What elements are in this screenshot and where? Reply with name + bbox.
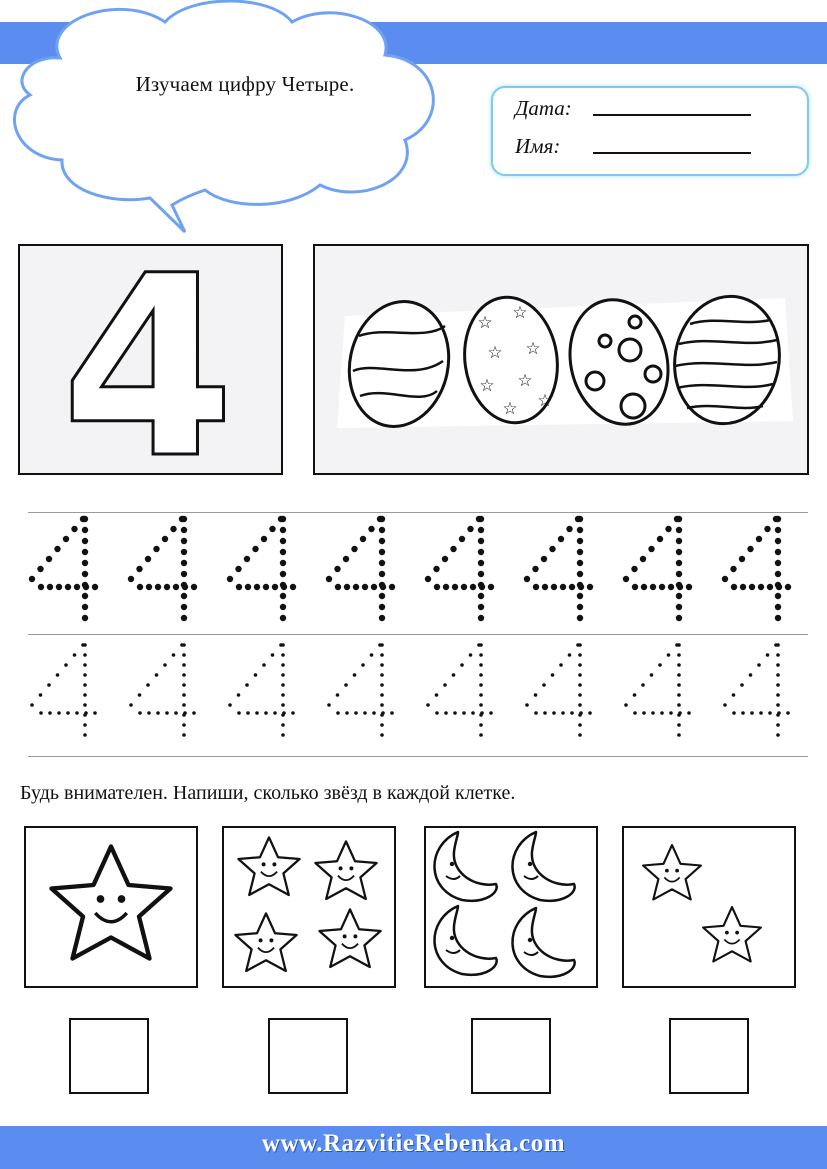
tracing-area xyxy=(0,505,827,755)
answer-box-3[interactable] xyxy=(471,1018,551,1094)
star-icon xyxy=(26,828,196,986)
tracing-bold-digit-1 xyxy=(29,516,98,621)
svg-text:☆: ☆ xyxy=(517,371,533,391)
count-card-2 xyxy=(222,826,396,988)
tracing-light-digit-5 xyxy=(426,643,493,737)
star-icon xyxy=(703,907,761,961)
svg-text:☆: ☆ xyxy=(477,313,493,333)
tracing-bold-digit-8 xyxy=(722,516,791,621)
svg-text:☆: ☆ xyxy=(537,391,553,411)
star-icon xyxy=(238,837,299,895)
answer-box-2[interactable] xyxy=(268,1018,348,1094)
date-label: Дата: xyxy=(515,96,572,120)
tracing-light-digit-2 xyxy=(129,643,196,737)
count-card-4 xyxy=(622,826,796,988)
moon-icon xyxy=(512,832,574,901)
svg-text:☆: ☆ xyxy=(487,343,503,363)
moon-icon xyxy=(434,906,496,975)
digit-value: 4 xyxy=(61,246,235,473)
count-card-3 xyxy=(424,826,598,988)
name-line xyxy=(593,152,751,154)
tracing-bold-digit-3 xyxy=(227,516,296,621)
tracing-light-digit-3 xyxy=(228,643,295,737)
tracing-rule-bottom xyxy=(28,756,808,757)
tracing-bold-digit-2 xyxy=(128,516,197,621)
svg-text:☆: ☆ xyxy=(512,303,528,323)
svg-text:☆: ☆ xyxy=(502,399,518,419)
star-icon xyxy=(235,913,296,971)
tracing-light-digit-7 xyxy=(624,643,691,737)
name-field[interactable] xyxy=(515,134,560,159)
name-label: Имя: xyxy=(515,134,561,158)
answer-box-4[interactable] xyxy=(669,1018,749,1094)
name-date-box xyxy=(491,86,809,176)
tracing-light-digit-4 xyxy=(327,643,394,737)
star-icon xyxy=(319,909,380,967)
moon-icon xyxy=(512,908,574,977)
moon-icon xyxy=(434,832,496,901)
tracing-bold-digit-5 xyxy=(425,516,494,621)
date-line xyxy=(593,114,751,116)
count-card-1 xyxy=(24,826,198,988)
exercise-instruction: Будь внимателен. Напиши, сколько звёзд в каждой клетке. xyxy=(20,782,516,804)
tracing-bold-digit-6 xyxy=(524,516,593,621)
tracing-light-digit-8 xyxy=(723,643,790,737)
page-title: Изучаем цифру Четыре. xyxy=(135,72,355,96)
svg-text:☆: ☆ xyxy=(479,376,495,396)
speech-cloud xyxy=(0,0,460,240)
tracing-light-digit-1 xyxy=(30,643,97,737)
tracing-bold-digit-7 xyxy=(623,516,692,621)
star-icon xyxy=(643,845,701,899)
star-icon xyxy=(315,841,376,899)
tracing-bold-digit-4 xyxy=(326,516,395,621)
eggs-panel xyxy=(313,244,809,475)
digit-four-outline xyxy=(20,246,281,473)
answer-box-1[interactable] xyxy=(69,1018,149,1094)
tracing-light-digit-6 xyxy=(525,643,592,737)
date-field[interactable] xyxy=(515,96,572,121)
footer-url[interactable]: www.RazvitieRebenka.com xyxy=(261,1130,566,1157)
svg-text:☆: ☆ xyxy=(525,339,541,359)
digit-panel xyxy=(18,244,283,475)
